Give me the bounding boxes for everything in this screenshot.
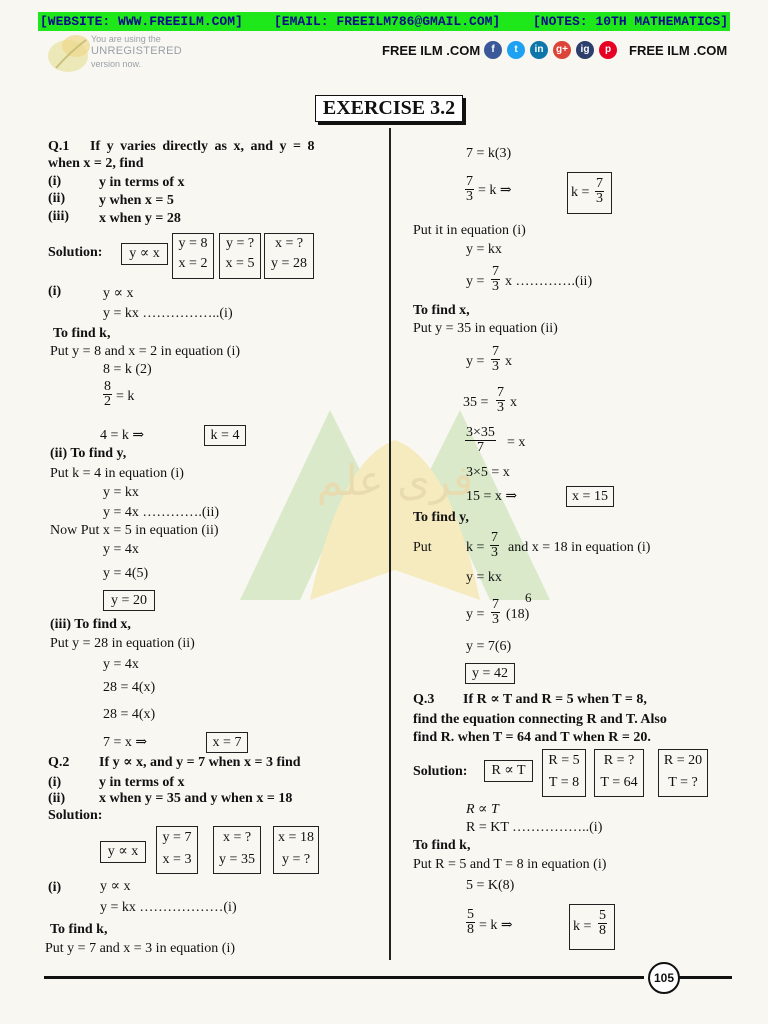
q2-step-prop: y ∝ x	[100, 879, 131, 894]
r-y-eq: y =	[466, 274, 485, 289]
q2-part-i-label: (i)	[48, 880, 62, 895]
brand-right[interactable]: FREE ILM .COM	[629, 43, 728, 58]
watermark-text: فری علم	[316, 456, 474, 505]
q1-i-label: (i)	[48, 174, 62, 189]
q3-number: Q.3	[413, 692, 435, 707]
exercise-title: EXERCISE 3.2	[315, 95, 463, 122]
q1-i: y in terms of x	[99, 175, 185, 190]
pinterest-icon[interactable]: p	[599, 41, 617, 59]
put-k-eq: k =	[466, 540, 485, 555]
iii-find-x: (iii) To find x,	[50, 617, 131, 632]
q2-given-box: y = 7 x = 3	[156, 826, 198, 874]
fraction-8-over-2: $\frac{8}{2}$	[104, 379, 111, 409]
googleplus-icon[interactable]: g+	[553, 41, 571, 59]
fraction-7-over-3-a: $\frac{7}{3}$	[466, 174, 473, 204]
answer-k-5-8-box: k = $\frac{5}{8}$	[569, 904, 615, 950]
step-eq-i: y = kx ……………..(i)	[103, 306, 233, 321]
ii-find-y: (ii) To find y,	[50, 446, 127, 461]
r-y-kx: y = kx	[466, 242, 502, 257]
q2-solution-label: Solution:	[48, 808, 103, 823]
q3-find-r-box: R = ? T = 64	[594, 749, 644, 797]
q2-i-label: (i)	[48, 775, 62, 790]
answer-y42-box: y = 42	[465, 663, 515, 684]
step-y-4-5: y = 4(5)	[103, 566, 149, 581]
notes-text: [NOTES: 10TH MATHEMATICS]	[533, 14, 729, 29]
fraction-3x35-over-7: $\frac{3\times 35}{7}$	[466, 425, 495, 455]
to-find-y: To find y,	[413, 510, 469, 525]
q1-number: Q.1	[48, 139, 70, 154]
q2-step-eq-i: y = kx ………………(i)	[100, 900, 237, 915]
q2-put-y7-x3: Put y = 7 and x = 3 in equation (i)	[45, 941, 235, 956]
instagram-icon[interactable]: ig	[576, 41, 594, 59]
r-y-kx-b: y = kx	[466, 570, 502, 585]
q3-find-k: To find k,	[413, 838, 471, 853]
q3-line3: find R. when T = 64 and T when R = 20.	[413, 730, 651, 745]
footer-rule	[44, 976, 644, 979]
twitter-icon[interactable]: t	[507, 41, 525, 59]
unregistered-line1: You are using the	[91, 34, 161, 44]
step-28-4x: 28 = 4(x)	[103, 680, 156, 695]
put-x18: and x = 18 in equation (i)	[508, 540, 651, 555]
q1-find-y-box: y = ? x = 5	[219, 233, 261, 279]
r-r-kt: R = KT ……………..(i)	[466, 820, 603, 835]
answer-k-7-3-box: k = $\frac{7}{3}$	[567, 172, 612, 214]
to-find-x: To find x,	[413, 303, 470, 318]
q1-line2: when x = 2, find	[48, 156, 144, 171]
r-x-b: x	[505, 354, 512, 369]
r-r-prop-t: R ∝ T	[466, 802, 499, 817]
step-y-4x: y = 4x	[103, 542, 139, 557]
q2-ii: x when y = 35 and y when x = 18	[99, 791, 293, 806]
fraction-7-over-3-c: $\frac{7}{3}$	[492, 344, 499, 374]
q3-given-box: R = 5 T = 8	[542, 749, 586, 797]
q2-find-k: To find k,	[50, 922, 108, 937]
unregistered-line2: UNREGISTERED	[91, 45, 182, 57]
q2-find-y-box: x = 18 y = ?	[273, 826, 319, 874]
q1-iii-label: (iii)	[48, 209, 69, 224]
cancel-6: 6	[525, 590, 532, 605]
column-divider	[389, 128, 391, 960]
step-y-kx: y = kx	[103, 485, 139, 500]
step-y-4x-ii: y = 4x ………….(ii)	[103, 505, 219, 520]
step-prop: y ∝ x	[103, 286, 134, 301]
r-x-eq-ii: x ………….(ii)	[505, 274, 593, 289]
q3-find-t-box: R = 20 T = ?	[658, 749, 708, 797]
put-k4: Put k = 4 in equation (i)	[50, 466, 184, 481]
r-18-cancelled: (18)	[506, 607, 530, 622]
fraction-7-over-3-cancel: $\frac{7}{3}$	[492, 597, 499, 627]
q1-find-x-box: x = ? y = 28	[264, 233, 314, 279]
r-x-c: x	[510, 395, 517, 410]
put-y28: Put y = 28 in equation (ii)	[50, 636, 195, 651]
r-5-k8: 5 = K(8)	[466, 878, 515, 893]
now-put-x5: Now Put x = 5 in equation (ii)	[50, 523, 219, 538]
q1-ii: y when x = 5	[99, 193, 174, 208]
r-eq-x: = x	[507, 435, 526, 450]
find-k-heading: To find k,	[53, 326, 111, 341]
q2-line1: If y ∝ x, and y = 7 when x = 3 find	[99, 755, 301, 770]
answer-y20-box: y = 20	[103, 590, 155, 611]
step-7-x: 7 = x ⇒	[103, 735, 148, 750]
r-3x5-x: 3×5 = x	[466, 465, 510, 480]
put-y35: Put y = 35 in equation (ii)	[413, 321, 558, 336]
q2-ii-label: (ii)	[48, 791, 66, 806]
unregistered-line3: version now.	[91, 59, 142, 69]
step-8-k2: 8 = k (2)	[103, 362, 152, 377]
fraction-7-over-3-e: $\frac{7}{3}$	[491, 530, 498, 560]
email-text[interactable]: [EMAIL: FREEILM786@GMAIL.COM]	[274, 14, 501, 29]
put-it-in-eq: Put it in equation (i)	[413, 223, 526, 238]
r-y-7-6: y = 7(6)	[466, 639, 512, 654]
r-35-eq: 35 =	[463, 395, 489, 410]
q3-line2: find the equation connecting R and T. Also	[413, 712, 667, 727]
r-eq-k: = k ⇒	[478, 183, 512, 198]
fraction-7-over-3-b: $\frac{7}{3}$	[492, 264, 499, 294]
answer-x15-box: x = 15	[566, 486, 614, 507]
answer-x7-box: x = 7	[206, 732, 248, 753]
watermark-logo	[230, 400, 560, 610]
q1-solution-label: Solution:	[48, 245, 103, 260]
website-text[interactable]: [WEBSITE: WWW.FREEILM.COM]	[40, 14, 243, 29]
r-y-eq-b: y =	[466, 354, 485, 369]
q2-prop-box: y ∝ x	[100, 841, 146, 863]
q3-line1: If R ∝ T and R = 5 when T = 8,	[463, 692, 647, 707]
q1-line1: If y varies directly as x, and y = 8	[90, 139, 315, 154]
q1-ii-label: (ii)	[48, 191, 66, 206]
header-banner	[38, 12, 730, 31]
put-label: Put	[413, 540, 432, 555]
r-7-k3: 7 = k(3)	[466, 146, 512, 161]
fraction-7-over-3-d: $\frac{7}{3}$	[497, 385, 504, 415]
linkedin-icon[interactable]: in	[530, 41, 548, 59]
step-eq-k: = k	[116, 389, 135, 404]
brand-left[interactable]: FREE ILM .COM	[382, 43, 481, 58]
footer-rule-right	[676, 976, 732, 979]
r-eq-k-b: = k ⇒	[479, 918, 513, 933]
q1-given-box: y = 8 x = 2	[172, 233, 214, 279]
q3-put-r5-t8: Put R = 5 and T = 8 in equation (i)	[413, 857, 607, 872]
facebook-icon[interactable]: f	[484, 41, 502, 59]
step-4-k: 4 = k ⇒	[100, 428, 145, 443]
part-i-label: (i)	[48, 284, 62, 299]
q3-prop-box: R ∝ T	[484, 760, 533, 782]
q1-iii: x when y = 28	[99, 211, 181, 226]
unregistered-stamp	[46, 30, 184, 76]
q2-i: y in terms of x	[99, 775, 185, 790]
q3-solution-label: Solution:	[413, 764, 468, 779]
q2-number: Q.2	[48, 755, 70, 770]
page-number: 105	[648, 962, 680, 994]
q2-find-x-box: x = ? y = 35	[213, 826, 261, 874]
r-y-eq-c: y =	[466, 607, 485, 622]
fraction-5-over-8: $\frac{5}{8}$	[467, 907, 474, 937]
put-y8-x2: Put y = 8 and x = 2 in equation (i)	[50, 344, 240, 359]
q1-prop-box: y ∝ x	[121, 243, 168, 265]
answer-k4-box: k = 4	[204, 425, 246, 446]
r-15-x: 15 = x ⇒	[466, 489, 518, 504]
step-y-4x-b: y = 4x	[103, 657, 139, 672]
step-28-4x-b: 28 = 4(x)	[103, 707, 156, 722]
